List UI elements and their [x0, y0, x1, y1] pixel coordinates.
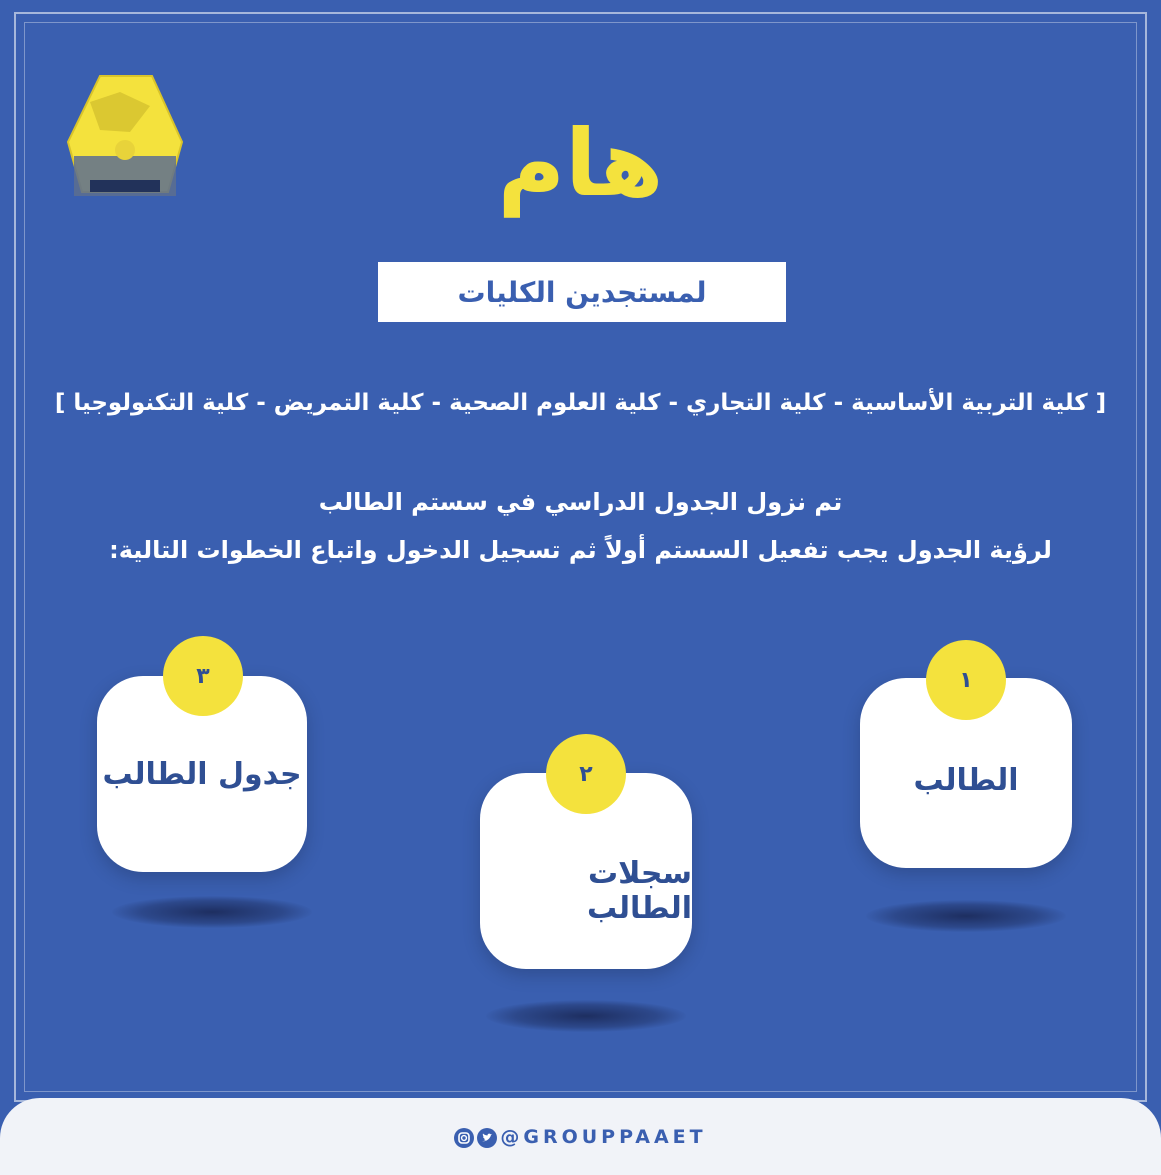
notice-line-2: لرؤية الجدول يجب تفعيل السستم أولاً ثم تسجيل الدخول واتباع الخطوات التالية:: [109, 536, 1052, 564]
subtitle-banner: [378, 262, 786, 322]
step-number: ١: [959, 667, 973, 693]
notice-line-1: تم نزول الجدول الدراسي في سستم الطالب: [318, 488, 843, 516]
instagram-icon: [454, 1128, 474, 1148]
social-handle: [0, 1126, 1161, 1148]
step-label: سجلات الطالب: [586, 856, 692, 926]
step-number-badge: [163, 636, 243, 716]
step-number: ٢: [579, 761, 593, 787]
step-label: جدول الطالب: [102, 756, 302, 792]
twitter-icon: [477, 1128, 497, 1148]
step-number-badge: [926, 640, 1006, 720]
page-title: هام: [497, 110, 664, 217]
step-number-badge: [546, 734, 626, 814]
handle-text: @GROUPPAAET: [500, 1126, 707, 1148]
colleges-list: [ كلية التربية الأساسية - كلية التجاري - كلية العلوم الصحية - كلية التمريض - كلية التكنولوجيا ]: [54, 390, 1107, 416]
subtitle-text: لمستجدين الكليات: [457, 275, 707, 309]
step-label: الطالب: [913, 762, 1019, 798]
card-shadow: [486, 1000, 686, 1032]
card-shadow: [112, 896, 312, 928]
card-shadow: [866, 900, 1066, 932]
step-number: ٣: [196, 663, 210, 689]
